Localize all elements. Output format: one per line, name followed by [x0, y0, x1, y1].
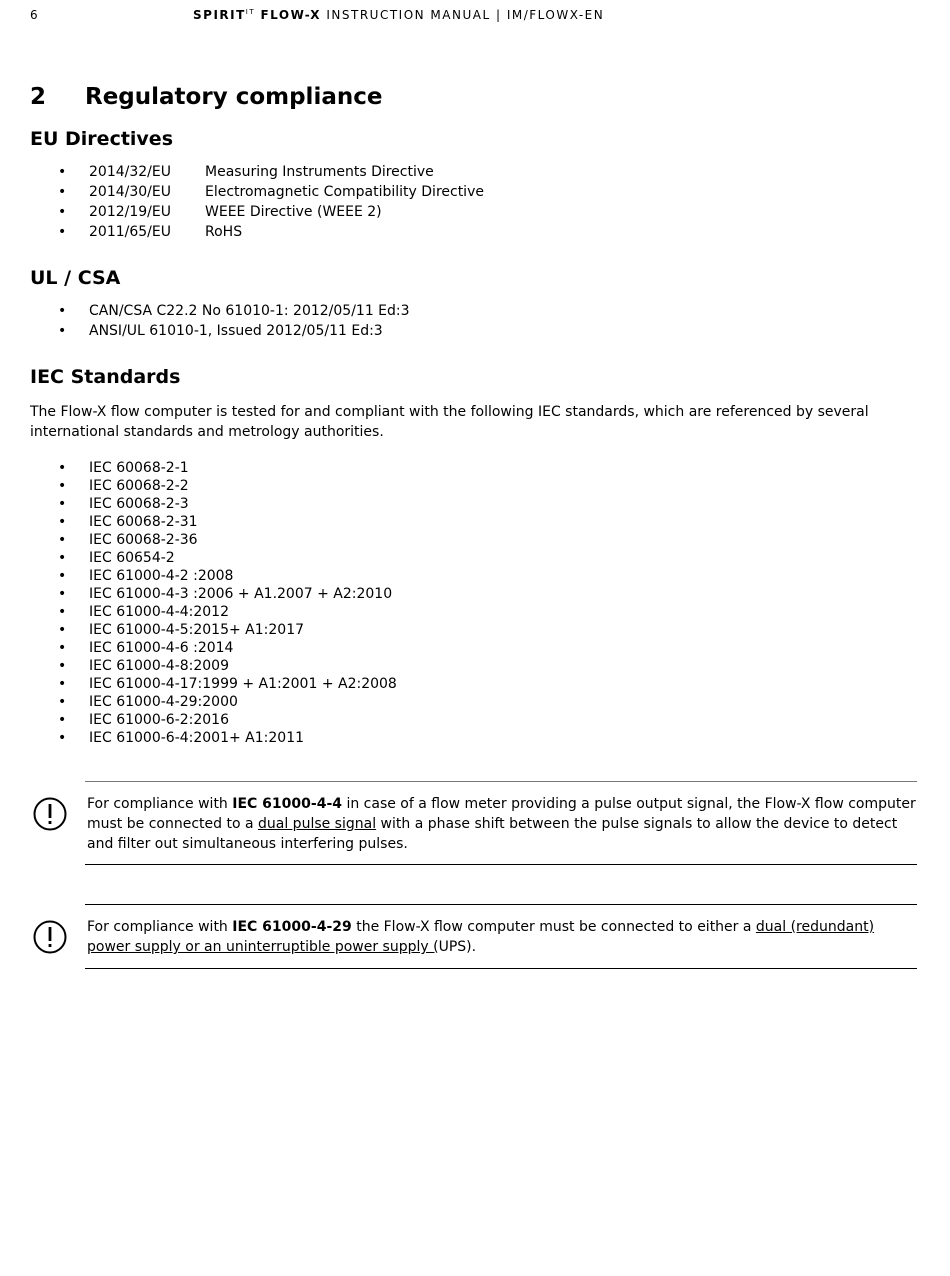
eu-directives-heading: EU Directives — [30, 128, 174, 150]
note-text-part: For compliance with — [87, 796, 233, 812]
note-text-part: in case of a flow meter providing a pulse output signal, the Flow-X flow computer must be connected to a — [87, 796, 916, 832]
list-item: • IEC 61000-4-2 :2008 — [58, 567, 397, 585]
note-text-part: with a phase shift between the pulse signals to allow the device to detect and filter out simultaneous interfering pulses. — [87, 816, 898, 852]
list-item: • IEC 60068-2-2 — [58, 477, 397, 495]
note-underlined-term: dual (redundant) power supply or an uninterruptible power supply ( — [87, 919, 875, 955]
note-standard: IEC 61000-4-4 — [232, 796, 342, 812]
running-header — [193, 8, 604, 22]
note-text — [87, 917, 917, 957]
note-text-part: UPS). — [438, 939, 477, 955]
list-item: • IEC 60068-2-1 — [58, 459, 397, 477]
list-item: • IEC 61000-6-2:2016 — [58, 711, 397, 729]
iec-standards-heading: IEC Standards — [30, 366, 181, 388]
list-item: • IEC 60068-2-36 — [58, 531, 397, 549]
chapter-heading — [30, 84, 382, 110]
eu-directives-list — [58, 162, 484, 242]
directive-name: RoHS — [205, 224, 243, 240]
header-brand-superscript: IT — [245, 8, 256, 16]
directive-name: Electromagnetic Compatibility Directive — [205, 184, 484, 200]
list-item: • IEC 61000-4-8:2009 — [58, 657, 397, 675]
list-item — [58, 162, 484, 182]
note-standard: IEC 61000-4-29 — [232, 919, 352, 935]
list-item: • IEC 61000-4-17:1999 + A1:2001 + A2:2008 — [58, 675, 397, 693]
list-item — [58, 202, 484, 222]
list-item: • IEC 61000-4-4:2012 — [58, 603, 397, 621]
note-text-part: For compliance with — [87, 919, 233, 935]
list-item: • CAN/CSA C22.2 No 61010-1: 2012/05/11 Ed:3 — [58, 301, 410, 321]
list-item: • IEC 60068-2-31 — [58, 513, 397, 531]
list-item — [58, 222, 484, 242]
chapter-number: 2 — [30, 84, 47, 110]
header-brand: SPIRIT — [193, 8, 246, 22]
list-item: • IEC 60068-2-3 — [58, 495, 397, 513]
compliance-note-pulse — [85, 781, 917, 865]
list-item: • ANSI/UL 61010-1, Issued 2012/05/11 Ed:3 — [58, 321, 410, 341]
list-item: • IEC 61000-4-29:2000 — [58, 693, 397, 711]
note-text — [87, 794, 917, 854]
directive-code: 2014/32/EU — [89, 164, 171, 180]
directive-code: 2014/30/EU — [89, 184, 171, 200]
exclamation-circle-icon — [33, 797, 67, 831]
list-item: • IEC 61000-4-3 :2006 + A1.2007 + A2:2010 — [58, 585, 397, 603]
note-text-part: the Flow-X flow computer must be connected to either a — [351, 919, 756, 935]
note-underlined-term: dual pulse signal — [258, 816, 377, 832]
list-item: • IEC 61000-6-4:2001+ A1:2011 — [58, 729, 397, 747]
directive-name: WEEE Directive (WEEE 2) — [205, 204, 382, 220]
directive-name: Measuring Instruments Directive — [205, 164, 434, 180]
page-number: 6 — [30, 8, 38, 22]
directive-code: 2012/19/EU — [89, 204, 171, 220]
header-product: FLOW-X — [260, 8, 322, 22]
iec-standards-list — [58, 459, 397, 747]
list-item: • IEC 61000-4-5:2015+ A1:2017 — [58, 621, 397, 639]
ul-csa-heading: UL / CSA — [30, 267, 121, 289]
list-item — [58, 182, 484, 202]
compliance-note-power — [85, 904, 917, 969]
exclamation-circle-icon — [33, 920, 67, 954]
ul-csa-list — [58, 301, 410, 341]
directive-code: 2011/65/EU — [89, 224, 171, 240]
list-item: • IEC 61000-4-6 :2014 — [58, 639, 397, 657]
chapter-title: Regulatory compliance — [85, 84, 383, 110]
header-manual-title: INSTRUCTION MANUAL | IM/FLOWX-EN — [321, 8, 605, 22]
iec-intro-paragraph: The Flow-X flow computer is tested for and compliant with the following IEC standards, which are referenced by several international standards and metrology authorities. — [30, 404, 869, 440]
list-item: • IEC 60654-2 — [58, 549, 397, 567]
